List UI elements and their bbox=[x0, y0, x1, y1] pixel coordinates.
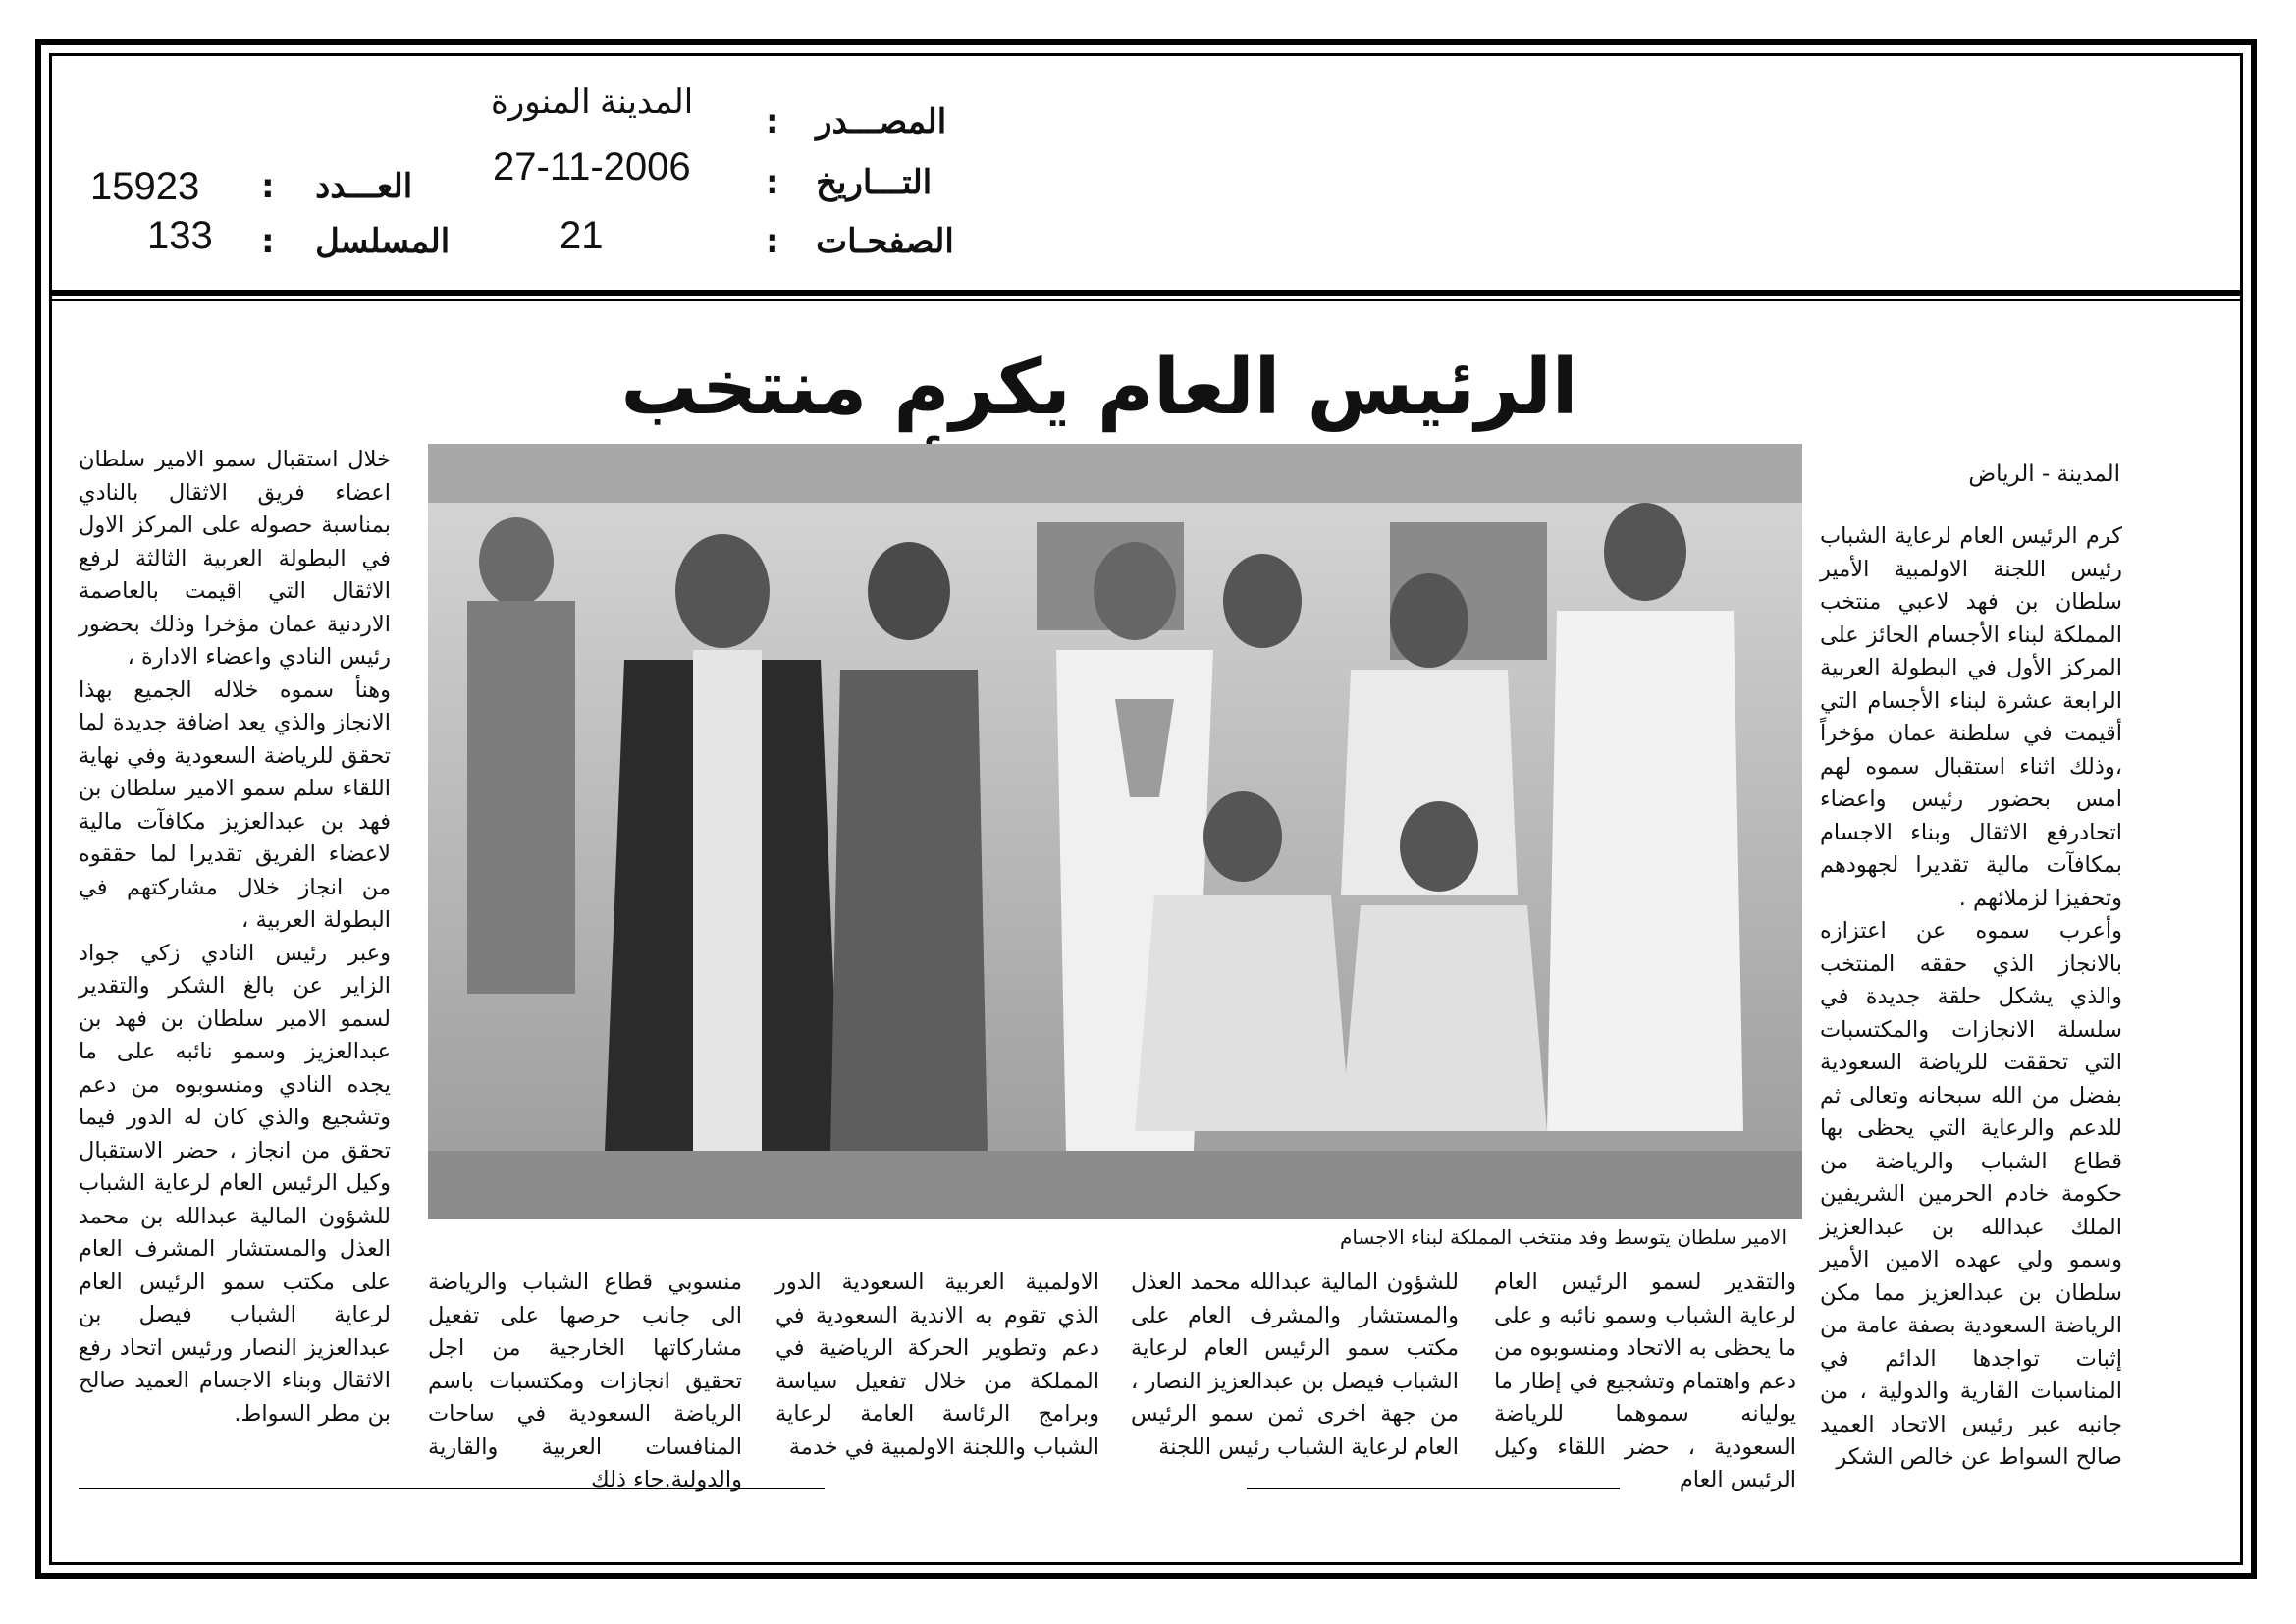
issue-label: العـــدد bbox=[315, 167, 413, 206]
issue-colon: : bbox=[261, 167, 275, 206]
article-left-column bbox=[79, 444, 391, 1431]
serial-row bbox=[261, 222, 450, 261]
bottom-column-3-text: الاولمبية العربية السعودية الدور الذي تقوم به الاندية السعودية في دعم وتطوير الحركة الرياضية في المملكة من خلال تفعيل سياسة وبرامج الرئاسة العامة لرعاية الشباب واللجنة الاولمبية في خدمة bbox=[775, 1270, 1099, 1460]
pages-value: 21 bbox=[560, 214, 604, 257]
article-right-column bbox=[1820, 520, 2122, 1475]
header-divider bbox=[49, 290, 2243, 296]
pages-colon: : bbox=[766, 222, 779, 261]
source-label: المصـــدر bbox=[816, 102, 947, 141]
serial-value: 133 bbox=[147, 214, 213, 257]
article-bottom-column-4 bbox=[428, 1267, 742, 1497]
date-row bbox=[766, 163, 932, 202]
bottom-column-1-text: والتقدير لسمو الرئيس العام لرعاية الشباب وسمو نائبه و على ما يحظى به الاتحاد ومنسوبوه من دعم واهتمام وتشجيع في إطار ما يوليانه سموهما للرياضة السعودية ، حضر اللقاء وكيل الرئيس العام bbox=[1494, 1270, 1796, 1492]
bottom-column-2-text: للشؤون المالية عبدالله محمد العذل والمستشار والمشرف العام على مكتب سمو الرئيس العام لرعاية الشباب فيصل بن عبدالعزيز النصار ، من جهة اخرى ثمن سمو الرئيس العام لرعاية الشباب رئيس اللجنة bbox=[1131, 1270, 1459, 1460]
team-photo bbox=[428, 444, 1802, 1219]
source-colon: : bbox=[766, 102, 779, 141]
photo-caption: الامير سلطان يتوسط وفد منتخب المملكة لبناء الاجسام bbox=[1339, 1225, 1787, 1249]
pages-row bbox=[766, 222, 954, 261]
date-label: التـــاريخ bbox=[816, 163, 933, 202]
article-bottom-column-1 bbox=[1494, 1267, 1796, 1497]
left-column-paragraph-1: خلال استقبال سمو الامير سلطان اعضاء فريق الاثقال بالنادي بمناسبة حصوله على المركز الاول في البطولة العربية الثالثة لرفع الاثقال التي اقيمت بالعاصمة الاردنية عمان مؤخرا وذلك بحضور رئيس النادي واعضاء الادارة ، bbox=[79, 447, 391, 670]
left-column-paragraph-2: وهنأ سموه خلاله الجميع بهذا الانجاز والذي يعد اضافة جديدة لما تحقق للرياضة السعودية وفي نهاية اللقاء سلم سمو الامير سلطان بن فهد بن عبدالعزيز مكافآت مالية لاعضاء الفريق تقديرا لما حققوه من انجاز خلال مشاركتهم في البطولة العربية ، bbox=[79, 677, 391, 933]
issue-value: 15923 bbox=[90, 165, 200, 208]
team-photo-image bbox=[428, 444, 1802, 1219]
article-headline: الرئيس العام يكرم منتخب bbox=[620, 344, 1578, 432]
date-value: 27-11-2006 bbox=[493, 145, 691, 189]
bottom-rule-right bbox=[1247, 1488, 1620, 1489]
serial-colon: : bbox=[261, 222, 275, 261]
pages-label: الصفحـات bbox=[816, 222, 954, 261]
source-value: المدينة المنورة bbox=[491, 83, 694, 121]
issue-row bbox=[261, 167, 412, 206]
article-dateline: المدينة - الرياض bbox=[1968, 461, 2120, 487]
article-bottom-column-2 bbox=[1131, 1267, 1459, 1464]
header-divider-thin bbox=[49, 299, 2243, 301]
left-column-paragraph-3: وعبر رئيس النادي زكي جواد الزاير عن بالغ الشكر والتقدير لسمو الامير سلطان بن فهد بن عبدالعزيز وسمو نائبه على ما يجده النادي ومنسوبوه من دعم وتشجيع والذي كان له الدور فيما تحقق من انجاز ، حضر الاستقبال وكيل الرئيس العام لرعاية الشباب للشؤون المالية عبدالله بن محمد العذل والمستشار المشرف العام على مكتب سمو الرئيس العام لرعاية الشباب فيصل بن عبدالعزيز النصار ورئيس اتحاد رفع الاثقال وبناء الاجسام العميد صالح بن مطر السواط. bbox=[79, 940, 391, 1427]
date-colon: : bbox=[766, 163, 779, 202]
article-bottom-column-3 bbox=[775, 1267, 1099, 1464]
right-column-paragraph-1: كرم الرئيس العام لرعاية الشباب رئيس اللجنة الاولمبية الأمير سلطان بن فهد لاعبي منتخب المملكة لبناء الأجسام الحائز على المركز الأول في البطولة العربية الرابعة عشرة لبناء الأجسام التي أقيمت في سلطنة عمان مؤخراً ،وذلك اثناء استقبال سموه لهم امس بحضور رئيس واعضاء اتحادرفع الاثقال وبناء الاجسام بمكافآت مالية تقديرا لجهودهم وتحفيزا لزملائهم . bbox=[1820, 523, 2122, 911]
bottom-rule-left bbox=[79, 1488, 825, 1489]
right-column-paragraph-2: وأعرب سموه عن اعتزازه بالانجاز الذي حققه المنتخب والذي يشكل حلقة جديدة في سلسلة الانجازات والمكتسبات التي تحققت للرياضة السعودية بفضل من الله سبحانه وتعالى ثم للدعم والرعاية التي يحظى بها قطاع الشباب والرياضة من حكومة خادم الحرمين الشريفين الملك عبدالله بن عبدالعزيز وسمو ولي عهده الامين الأمير سلطان بن عبدالعزيز مما مكن الرياضة السعودية بصفة عامة من إثبات تواجدها الدائم في المناسبات القارية والدولية ، من جانبه عبر رئيس الاتحاد العميد صالح السواط عن خالص الشكر bbox=[1820, 918, 2122, 1470]
bottom-column-4-text: منسوبي قطاع الشباب والرياضة الى جانب حرصها على تفعيل مشاركاتها الخارجية من اجل تحقيق انجازات ومكتسبات باسم الرياضة السعودية في ساحات المنافسات العربية والقارية والدولية.جاء ذلك bbox=[428, 1270, 742, 1492]
source-row bbox=[766, 102, 946, 141]
serial-label: المسلسل bbox=[315, 222, 451, 261]
